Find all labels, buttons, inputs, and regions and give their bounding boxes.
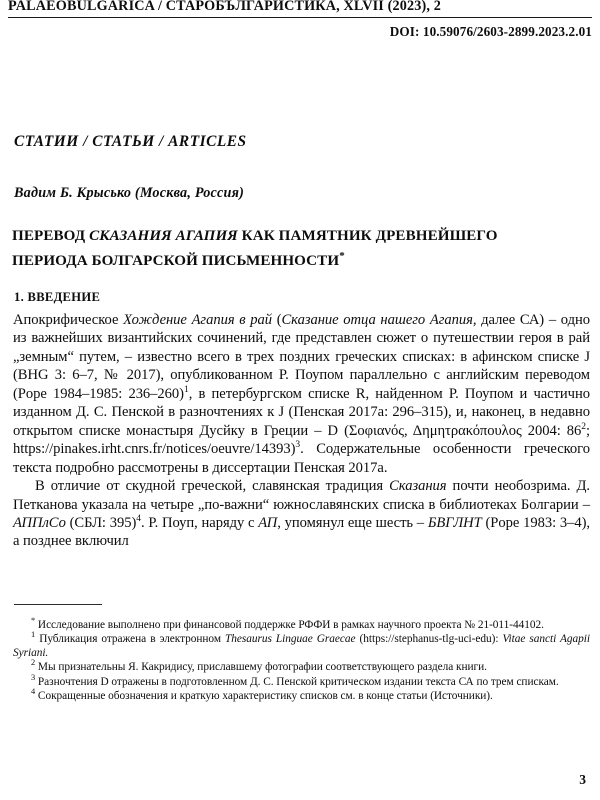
footnote-marker: 2 <box>31 658 36 668</box>
doi-line[interactable]: DOI: 10.59076/2603-2899.2023.2.01 <box>389 24 592 39</box>
italic-run: Хождение Агапия в рай <box>123 312 272 328</box>
footnote-1 <box>13 632 590 660</box>
italic-run: Vitae sancti Agapii Syriani. <box>13 633 590 660</box>
title-line-2: ПЕРИОДА БОЛГАРСКОЙ ПИСЬМЕННОСТИ <box>12 252 340 269</box>
text-run: Исследование выполнено при финансовой поддержке РФФИ в рамках научного проекта № 21-011-44102. <box>35 619 544 631</box>
title-work-name: СКАЗАНИЯ АГАПИЯ <box>89 228 238 244</box>
page-title <box>12 227 590 271</box>
footnote-reference[interactable]: 1 <box>183 384 189 395</box>
text-run: Апокрифическое <box>13 312 124 328</box>
text-run: далее СА) – одно из важнейших византийских сочинений, где представлен сюжет о путешествии героя в рай „земным“ путем, – известно всего в трех поздних греческих списках: в афинском списке J (BHG 3: 6–7, № 2017), опубликованном Р. Поупом параллельно с английским переводом (Pope 1984–1985: 236–260) <box>13 312 590 402</box>
section-heading: 1. ВВЕДЕНИЕ <box>14 290 101 304</box>
italic-run: АП <box>258 514 278 531</box>
text-run: (СБЛ: 395) <box>65 514 137 531</box>
footnote-marker: * <box>31 616 36 626</box>
footnote-3 <box>13 672 590 689</box>
text-run: Публикация отражена в электронном <box>35 633 226 646</box>
section-kicker: СТАТИИ / СТАТЬИ / ARTICLES <box>14 133 247 150</box>
footnote-reference[interactable]: 2 <box>581 421 586 432</box>
footnote-marker: 1 <box>31 630 36 640</box>
para-2 <box>13 477 590 551</box>
title-footnote-marker[interactable]: * <box>339 249 345 262</box>
author-byline: Вадим Б. Крысько (Москва, Россия) <box>14 185 245 201</box>
text-run: Разночтения D отражены в подготовленном Д. С. Пенской критическом издании текста СА по трем спискам. <box>35 675 559 688</box>
footnote-separator-rule <box>14 604 102 605</box>
para-1 <box>13 311 590 477</box>
footnote-star <box>13 618 590 632</box>
body-text <box>13 311 590 551</box>
italic-run: БВГЛНТ <box>427 514 482 531</box>
footnote-4 <box>13 689 590 703</box>
title-line-1-prefix: ПЕРЕВОД <box>12 228 90 244</box>
text-run: Сокращенные обозначения и краткую характеристику списков см. в конце статьи (Источники). <box>35 689 493 702</box>
text-run: ; https://pinakes.irht.cnrs.fr/notices/oeuvre/14393) <box>13 422 590 458</box>
text-run: . Содержательные особенности греческого текста подробно рассмотрены в диссертации Пенская 2017а. <box>13 441 590 476</box>
italic-run: Thesaurus Linguae Graecae <box>225 633 356 646</box>
italic-run: Сказания <box>389 478 447 495</box>
running-head: PALAEOBULGARICA / СТАРОБЪЛГАРИСТИКА, XLVII (2023), 2 <box>8 0 592 18</box>
text-run: , в петербургском списке R, найденном Р. Поупом и частично изданном Д. С. Пенской в разночтениях к J (Пенская 2017а: 296–315), и, наконец, в недавно открытом списке монастыря Дусйку в Греции – D (Σοφιανός, Δημητρακόπουλος 2004: 86 <box>13 385 590 439</box>
footnote-reference[interactable]: 3 <box>295 440 301 451</box>
footnote-marker: 4 <box>31 687 36 696</box>
footnote-2 <box>13 660 590 674</box>
italic-run: Сказание отца нашего Агапия, <box>281 312 477 328</box>
title-line-1-suffix: КАК ПАМЯТНИК ДРЕВНЕЙШЕГО <box>237 228 498 244</box>
text-run: . Р. Поуп, наряду с <box>140 514 259 531</box>
footnote-reference[interactable]: 4 <box>136 514 141 525</box>
text-run: ( <box>271 312 282 328</box>
text-run: Мы признательны Я. Какридису, приславшему фотографии соответствующего раздела книги. <box>35 661 487 674</box>
page-number: 3 <box>579 772 586 787</box>
text-run: В отличие от скудной греческой, славянская традиция <box>35 478 390 495</box>
text-run: почти необозрима. Д. Петканова указала на четыре „по-важни“ южнославянских списка в библиотеках Болгарии – <box>13 478 591 513</box>
footnotes <box>13 618 590 703</box>
text-run: , упомянул еще шесть – <box>277 514 428 531</box>
text-run: (https://stephanus-tlg-uci-edu): <box>355 633 503 646</box>
text-run: (Pope 1983: 3–4), а позднее включил <box>13 514 591 550</box>
italic-run: АППлСо <box>13 514 66 531</box>
footnote-marker: 3 <box>31 672 36 682</box>
